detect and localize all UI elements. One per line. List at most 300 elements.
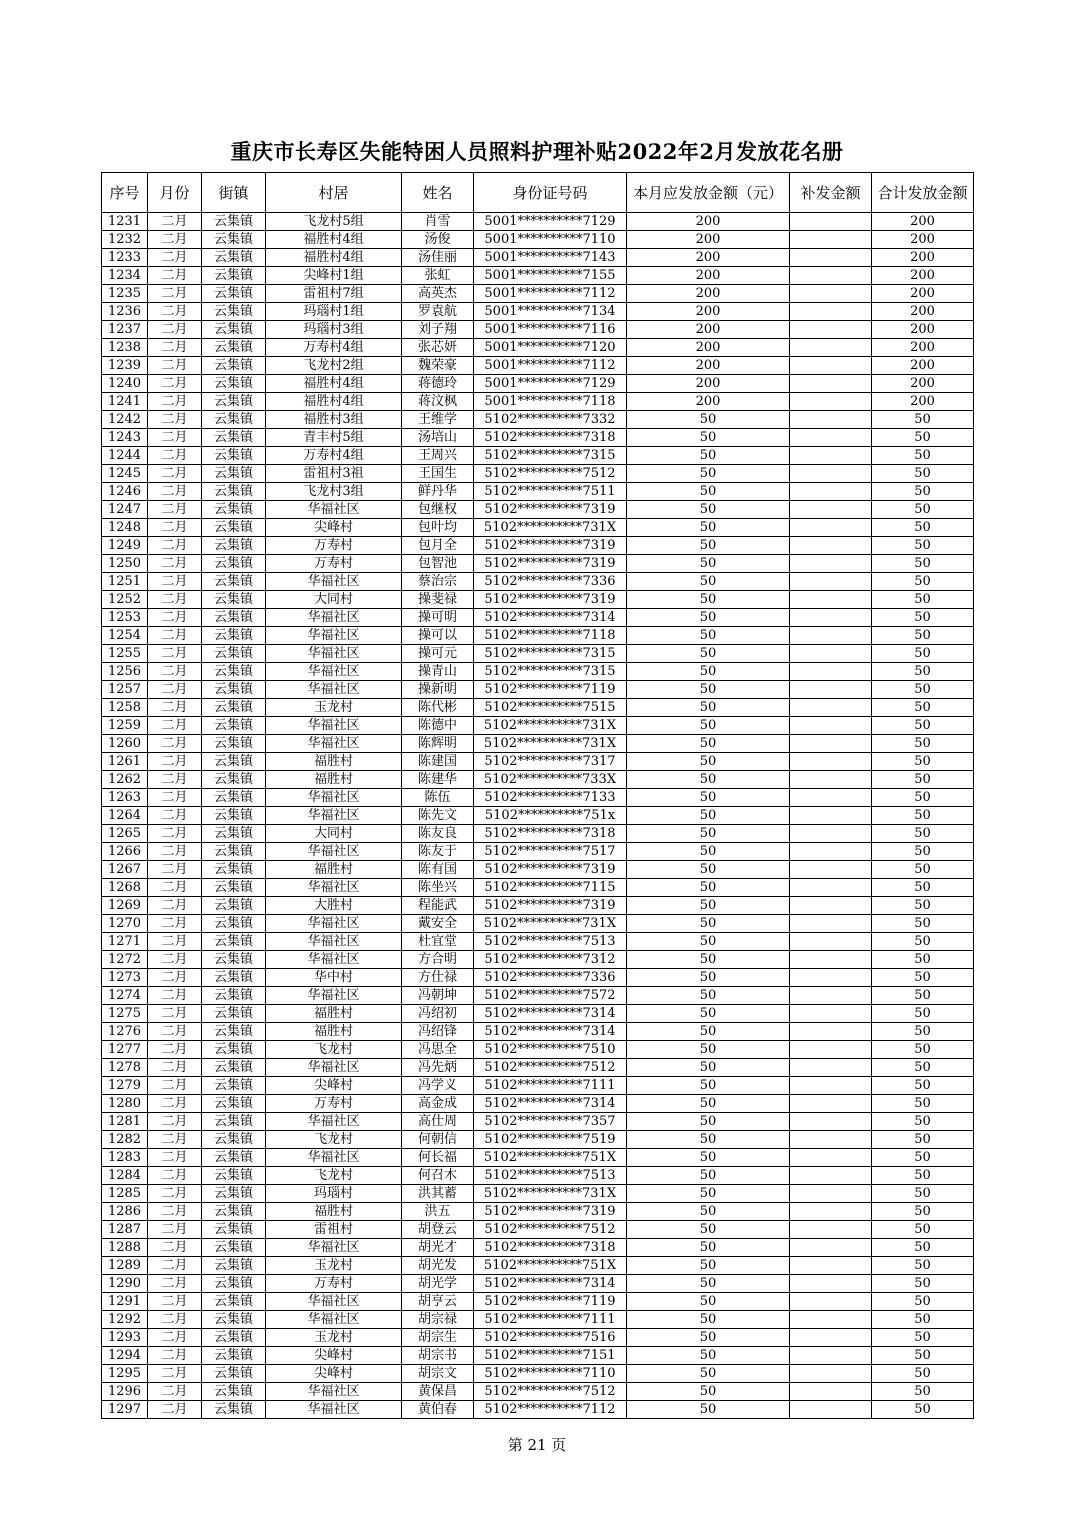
name-cell: 王维学 xyxy=(402,411,474,429)
table-row xyxy=(102,753,974,771)
id-number-cell: 5001**********7129 xyxy=(474,375,627,393)
monthly-amount-cell: 50 xyxy=(627,555,790,573)
roster-body xyxy=(102,213,974,1419)
total-cell: 50 xyxy=(872,1221,974,1239)
table-row xyxy=(102,1077,974,1095)
table-row xyxy=(102,627,974,645)
village-cell: 玛瑙村3组 xyxy=(266,321,402,339)
name-cell: 洪其蓄 xyxy=(402,1185,474,1203)
name-cell: 何长福 xyxy=(402,1149,474,1167)
monthly-amount-cell: 50 xyxy=(627,1041,790,1059)
index-cell: 1272 xyxy=(102,951,148,969)
table-row xyxy=(102,1257,974,1275)
supplement-cell xyxy=(790,285,872,303)
id-number-cell: 5102**********7315 xyxy=(474,645,627,663)
id-number-cell: 5102**********7314 xyxy=(474,1275,627,1293)
total-cell: 50 xyxy=(872,1077,974,1095)
town-cell: 云集镇 xyxy=(202,951,266,969)
index-cell: 1275 xyxy=(102,1005,148,1023)
index-cell: 1292 xyxy=(102,1311,148,1329)
table-row xyxy=(102,951,974,969)
town-cell: 云集镇 xyxy=(202,393,266,411)
supplement-cell xyxy=(790,1167,872,1185)
id-number-cell: 5102**********7515 xyxy=(474,699,627,717)
table-row xyxy=(102,447,974,465)
month-cell: 二月 xyxy=(148,1005,202,1023)
table-row xyxy=(102,267,974,285)
index-cell: 1286 xyxy=(102,1203,148,1221)
id-number-cell: 5102**********7318 xyxy=(474,825,627,843)
town-cell: 云集镇 xyxy=(202,609,266,627)
town-cell: 云集镇 xyxy=(202,627,266,645)
table-row xyxy=(102,681,974,699)
village-cell: 华福社区 xyxy=(266,609,402,627)
index-cell: 1235 xyxy=(102,285,148,303)
total-cell: 50 xyxy=(872,1401,974,1419)
index-cell: 1276 xyxy=(102,1023,148,1041)
index-cell: 1238 xyxy=(102,339,148,357)
name-cell: 陈德中 xyxy=(402,717,474,735)
supplement-cell xyxy=(790,609,872,627)
total-cell: 50 xyxy=(872,1041,974,1059)
id-number-cell: 5102**********731X xyxy=(474,735,627,753)
name-cell: 王周兴 xyxy=(402,447,474,465)
supplement-cell xyxy=(790,555,872,573)
table-row xyxy=(102,1203,974,1221)
table-row xyxy=(102,411,974,429)
village-cell: 福胜村 xyxy=(266,1005,402,1023)
town-cell: 云集镇 xyxy=(202,555,266,573)
id-number-cell: 5102**********7110 xyxy=(474,1365,627,1383)
supplement-cell xyxy=(790,1257,872,1275)
name-cell: 程能武 xyxy=(402,897,474,915)
month-cell: 二月 xyxy=(148,915,202,933)
total-cell: 50 xyxy=(872,771,974,789)
total-cell: 50 xyxy=(872,627,974,645)
village-cell: 大同村 xyxy=(266,591,402,609)
index-cell: 1279 xyxy=(102,1077,148,1095)
col-header-monthly-amount: 本月应发放金额（元） xyxy=(627,173,790,213)
monthly-amount-cell: 200 xyxy=(627,393,790,411)
name-cell: 陈友良 xyxy=(402,825,474,843)
month-cell: 二月 xyxy=(148,1221,202,1239)
index-cell: 1280 xyxy=(102,1095,148,1113)
table-row xyxy=(102,1095,974,1113)
table-row xyxy=(102,915,974,933)
village-cell: 万寿村 xyxy=(266,1275,402,1293)
index-cell: 1283 xyxy=(102,1149,148,1167)
village-cell: 华福社区 xyxy=(266,951,402,969)
village-cell: 尖峰村1组 xyxy=(266,267,402,285)
month-cell: 二月 xyxy=(148,825,202,843)
town-cell: 云集镇 xyxy=(202,501,266,519)
table-row xyxy=(102,555,974,573)
village-cell: 雷祖村7组 xyxy=(266,285,402,303)
village-cell: 福胜村 xyxy=(266,1023,402,1041)
supplement-cell xyxy=(790,951,872,969)
monthly-amount-cell: 50 xyxy=(627,1275,790,1293)
monthly-amount-cell: 50 xyxy=(627,1095,790,1113)
town-cell: 云集镇 xyxy=(202,1401,266,1419)
town-cell: 云集镇 xyxy=(202,267,266,285)
village-cell: 华福社区 xyxy=(266,501,402,519)
total-cell: 50 xyxy=(872,825,974,843)
table-row xyxy=(102,429,974,447)
table-row xyxy=(102,1023,974,1041)
name-cell: 鲜丹华 xyxy=(402,483,474,501)
village-cell: 华福社区 xyxy=(266,735,402,753)
town-cell: 云集镇 xyxy=(202,1383,266,1401)
month-cell: 二月 xyxy=(148,717,202,735)
town-cell: 云集镇 xyxy=(202,1365,266,1383)
supplement-cell xyxy=(790,1023,872,1041)
monthly-amount-cell: 50 xyxy=(627,771,790,789)
monthly-amount-cell: 50 xyxy=(627,573,790,591)
supplement-cell xyxy=(790,1347,872,1365)
total-cell: 200 xyxy=(872,267,974,285)
index-cell: 1253 xyxy=(102,609,148,627)
name-cell: 胡亨云 xyxy=(402,1293,474,1311)
month-cell: 二月 xyxy=(148,1311,202,1329)
monthly-amount-cell: 50 xyxy=(627,1365,790,1383)
index-cell: 1288 xyxy=(102,1239,148,1257)
document-title: 重庆市长寿区失能特困人员照料护理补贴2022年2月发放花名册 xyxy=(230,139,844,164)
month-cell: 二月 xyxy=(148,1095,202,1113)
monthly-amount-cell: 50 xyxy=(627,609,790,627)
village-cell: 华福社区 xyxy=(266,1149,402,1167)
id-number-cell: 5102**********7317 xyxy=(474,753,627,771)
village-cell: 飞龙村5组 xyxy=(266,213,402,231)
monthly-amount-cell: 50 xyxy=(627,1221,790,1239)
table-row xyxy=(102,1149,974,1167)
index-cell: 1264 xyxy=(102,807,148,825)
supplement-cell xyxy=(790,627,872,645)
total-cell: 50 xyxy=(872,1113,974,1131)
town-cell: 云集镇 xyxy=(202,699,266,717)
total-cell: 50 xyxy=(872,1149,974,1167)
table-row xyxy=(102,1131,974,1149)
village-cell: 福胜村 xyxy=(266,771,402,789)
town-cell: 云集镇 xyxy=(202,717,266,735)
supplement-cell xyxy=(790,645,872,663)
town-cell: 云集镇 xyxy=(202,483,266,501)
month-cell: 二月 xyxy=(148,663,202,681)
index-cell: 1231 xyxy=(102,213,148,231)
supplement-cell xyxy=(790,987,872,1005)
supplement-cell xyxy=(790,699,872,717)
village-cell: 大胜村 xyxy=(266,897,402,915)
month-cell: 二月 xyxy=(148,1275,202,1293)
supplement-cell xyxy=(790,1095,872,1113)
name-cell: 洪五 xyxy=(402,1203,474,1221)
supplement-cell xyxy=(790,1329,872,1347)
supplement-cell xyxy=(790,735,872,753)
month-cell: 二月 xyxy=(148,303,202,321)
page-number: 第 21 页 xyxy=(507,1436,567,1454)
total-cell: 50 xyxy=(872,969,974,987)
id-number-cell: 5001**********7110 xyxy=(474,231,627,249)
id-number-cell: 5001**********7143 xyxy=(474,249,627,267)
monthly-amount-cell: 50 xyxy=(627,825,790,843)
name-cell: 陈先文 xyxy=(402,807,474,825)
id-number-cell: 5102**********7318 xyxy=(474,429,627,447)
id-number-cell: 5102**********7513 xyxy=(474,1167,627,1185)
supplement-cell xyxy=(790,897,872,915)
supplement-cell xyxy=(790,249,872,267)
table-row xyxy=(102,285,974,303)
month-cell: 二月 xyxy=(148,411,202,429)
monthly-amount-cell: 50 xyxy=(627,429,790,447)
name-cell: 高仕周 xyxy=(402,1113,474,1131)
id-number-cell: 5102**********7512 xyxy=(474,1059,627,1077)
name-cell: 胡光才 xyxy=(402,1239,474,1257)
supplement-cell xyxy=(790,591,872,609)
monthly-amount-cell: 50 xyxy=(627,753,790,771)
table-row xyxy=(102,609,974,627)
monthly-amount-cell: 50 xyxy=(627,897,790,915)
town-cell: 云集镇 xyxy=(202,1095,266,1113)
id-number-cell: 5102**********7516 xyxy=(474,1329,627,1347)
id-number-cell: 5102**********7319 xyxy=(474,501,627,519)
supplement-cell xyxy=(790,1185,872,1203)
id-number-cell: 5102**********7519 xyxy=(474,1131,627,1149)
name-cell: 王国生 xyxy=(402,465,474,483)
town-cell: 云集镇 xyxy=(202,1293,266,1311)
total-cell: 50 xyxy=(872,933,974,951)
town-cell: 云集镇 xyxy=(202,933,266,951)
town-cell: 云集镇 xyxy=(202,879,266,897)
index-cell: 1232 xyxy=(102,231,148,249)
table-row xyxy=(102,843,974,861)
total-cell: 200 xyxy=(872,231,974,249)
col-header-village: 村居 xyxy=(266,173,402,213)
name-cell: 胡宗书 xyxy=(402,1347,474,1365)
index-cell: 1262 xyxy=(102,771,148,789)
monthly-amount-cell: 50 xyxy=(627,789,790,807)
monthly-amount-cell: 50 xyxy=(627,1383,790,1401)
supplement-cell xyxy=(790,1401,872,1419)
total-cell: 50 xyxy=(872,1293,974,1311)
table-row xyxy=(102,321,974,339)
month-cell: 二月 xyxy=(148,339,202,357)
village-cell: 飞龙村 xyxy=(266,1131,402,1149)
name-cell: 高英杰 xyxy=(402,285,474,303)
col-header-name: 姓名 xyxy=(402,173,474,213)
id-number-cell: 5102**********7314 xyxy=(474,609,627,627)
name-cell: 操可元 xyxy=(402,645,474,663)
index-cell: 1252 xyxy=(102,591,148,609)
village-cell: 福胜村4组 xyxy=(266,231,402,249)
id-number-cell: 5102**********7513 xyxy=(474,933,627,951)
monthly-amount-cell: 50 xyxy=(627,915,790,933)
id-number-cell: 5102**********7111 xyxy=(474,1311,627,1329)
supplement-cell xyxy=(790,231,872,249)
monthly-amount-cell: 50 xyxy=(627,1149,790,1167)
village-cell: 万寿村4组 xyxy=(266,339,402,357)
total-cell: 50 xyxy=(872,843,974,861)
village-cell: 雷祖村 xyxy=(266,1221,402,1239)
table-row xyxy=(102,1383,974,1401)
village-cell: 华福社区 xyxy=(266,789,402,807)
total-cell: 50 xyxy=(872,1203,974,1221)
month-cell: 二月 xyxy=(148,951,202,969)
village-cell: 福胜村4组 xyxy=(266,249,402,267)
table-row xyxy=(102,231,974,249)
supplement-cell xyxy=(790,267,872,285)
index-cell: 1291 xyxy=(102,1293,148,1311)
village-cell: 玉龙村 xyxy=(266,1257,402,1275)
village-cell: 华中村 xyxy=(266,969,402,987)
index-cell: 1236 xyxy=(102,303,148,321)
index-cell: 1244 xyxy=(102,447,148,465)
index-cell: 1295 xyxy=(102,1365,148,1383)
total-cell: 200 xyxy=(872,213,974,231)
month-cell: 二月 xyxy=(148,1347,202,1365)
total-cell: 50 xyxy=(872,537,974,555)
month-cell: 二月 xyxy=(148,249,202,267)
col-header-id-number: 身份证号码 xyxy=(474,173,627,213)
table-row xyxy=(102,357,974,375)
monthly-amount-cell: 50 xyxy=(627,411,790,429)
index-cell: 1242 xyxy=(102,411,148,429)
month-cell: 二月 xyxy=(148,429,202,447)
month-cell: 二月 xyxy=(148,1239,202,1257)
village-cell: 飞龙村 xyxy=(266,1041,402,1059)
supplement-cell xyxy=(790,1041,872,1059)
village-cell: 玛瑙村1组 xyxy=(266,303,402,321)
town-cell: 云集镇 xyxy=(202,573,266,591)
month-cell: 二月 xyxy=(148,1149,202,1167)
table-row xyxy=(102,537,974,555)
monthly-amount-cell: 50 xyxy=(627,1329,790,1347)
supplement-cell xyxy=(790,771,872,789)
supplement-cell xyxy=(790,1149,872,1167)
table-row xyxy=(102,699,974,717)
table-row xyxy=(102,483,974,501)
month-cell: 二月 xyxy=(148,645,202,663)
monthly-amount-cell: 50 xyxy=(627,951,790,969)
id-number-cell: 5102**********7314 xyxy=(474,1023,627,1041)
supplement-cell xyxy=(790,663,872,681)
month-cell: 二月 xyxy=(148,1077,202,1095)
village-cell: 玉龙村 xyxy=(266,699,402,717)
month-cell: 二月 xyxy=(148,555,202,573)
monthly-amount-cell: 200 xyxy=(627,321,790,339)
supplement-cell xyxy=(790,1113,872,1131)
id-number-cell: 5102**********7517 xyxy=(474,843,627,861)
monthly-amount-cell: 50 xyxy=(627,537,790,555)
index-cell: 1265 xyxy=(102,825,148,843)
name-cell: 冯绍锋 xyxy=(402,1023,474,1041)
table-row xyxy=(102,393,974,411)
name-cell: 陈建华 xyxy=(402,771,474,789)
name-cell: 冯学义 xyxy=(402,1077,474,1095)
month-cell: 二月 xyxy=(148,987,202,1005)
month-cell: 二月 xyxy=(148,1041,202,1059)
index-cell: 1250 xyxy=(102,555,148,573)
name-cell: 罗袁航 xyxy=(402,303,474,321)
monthly-amount-cell: 50 xyxy=(627,699,790,717)
town-cell: 云集镇 xyxy=(202,519,266,537)
monthly-amount-cell: 50 xyxy=(627,807,790,825)
index-cell: 1260 xyxy=(102,735,148,753)
total-cell: 50 xyxy=(872,915,974,933)
village-cell: 玛瑙村 xyxy=(266,1185,402,1203)
monthly-amount-cell: 50 xyxy=(627,1005,790,1023)
town-cell: 云集镇 xyxy=(202,1113,266,1131)
total-cell: 50 xyxy=(872,465,974,483)
village-cell: 华福社区 xyxy=(266,645,402,663)
index-cell: 1263 xyxy=(102,789,148,807)
index-cell: 1237 xyxy=(102,321,148,339)
id-number-cell: 5102**********751X xyxy=(474,1149,627,1167)
id-number-cell: 5001**********7120 xyxy=(474,339,627,357)
supplement-cell xyxy=(790,1311,872,1329)
id-number-cell: 5102**********7336 xyxy=(474,969,627,987)
name-cell: 包叶均 xyxy=(402,519,474,537)
name-cell: 冯先炳 xyxy=(402,1059,474,1077)
total-cell: 50 xyxy=(872,1311,974,1329)
table-row xyxy=(102,1167,974,1185)
month-cell: 二月 xyxy=(148,807,202,825)
monthly-amount-cell: 50 xyxy=(627,987,790,1005)
town-cell: 云集镇 xyxy=(202,915,266,933)
supplement-cell xyxy=(790,1221,872,1239)
table-row xyxy=(102,825,974,843)
village-cell: 华福社区 xyxy=(266,879,402,897)
monthly-amount-cell: 50 xyxy=(627,1293,790,1311)
village-cell: 华福社区 xyxy=(266,681,402,699)
total-cell: 50 xyxy=(872,591,974,609)
month-cell: 二月 xyxy=(148,267,202,285)
month-cell: 二月 xyxy=(148,393,202,411)
village-cell: 尖峰村 xyxy=(266,1365,402,1383)
supplement-cell xyxy=(790,717,872,735)
id-number-cell: 5102**********7511 xyxy=(474,483,627,501)
name-cell: 胡光学 xyxy=(402,1275,474,1293)
name-cell: 蒋汶枫 xyxy=(402,393,474,411)
col-header-month: 月份 xyxy=(148,173,202,213)
supplement-cell xyxy=(790,357,872,375)
month-cell: 二月 xyxy=(148,969,202,987)
name-cell: 陈辉明 xyxy=(402,735,474,753)
name-cell: 操斐禄 xyxy=(402,591,474,609)
id-number-cell: 5102**********733X xyxy=(474,771,627,789)
index-cell: 1249 xyxy=(102,537,148,555)
village-cell: 华福社区 xyxy=(266,987,402,1005)
month-cell: 二月 xyxy=(148,447,202,465)
month-cell: 二月 xyxy=(148,1365,202,1383)
monthly-amount-cell: 50 xyxy=(627,663,790,681)
village-cell: 华福社区 xyxy=(266,915,402,933)
town-cell: 云集镇 xyxy=(202,1131,266,1149)
index-cell: 1281 xyxy=(102,1113,148,1131)
id-number-cell: 5102**********7315 xyxy=(474,663,627,681)
supplement-cell xyxy=(790,1131,872,1149)
monthly-amount-cell: 50 xyxy=(627,681,790,699)
monthly-amount-cell: 50 xyxy=(627,1203,790,1221)
town-cell: 云集镇 xyxy=(202,321,266,339)
table-row xyxy=(102,1221,974,1239)
monthly-amount-cell: 50 xyxy=(627,843,790,861)
id-number-cell: 5001**********7112 xyxy=(474,285,627,303)
village-cell: 福胜村4组 xyxy=(266,393,402,411)
total-cell: 200 xyxy=(872,393,974,411)
total-cell: 50 xyxy=(872,645,974,663)
supplement-cell xyxy=(790,1203,872,1221)
name-cell: 蔡治宗 xyxy=(402,573,474,591)
month-cell: 二月 xyxy=(148,483,202,501)
